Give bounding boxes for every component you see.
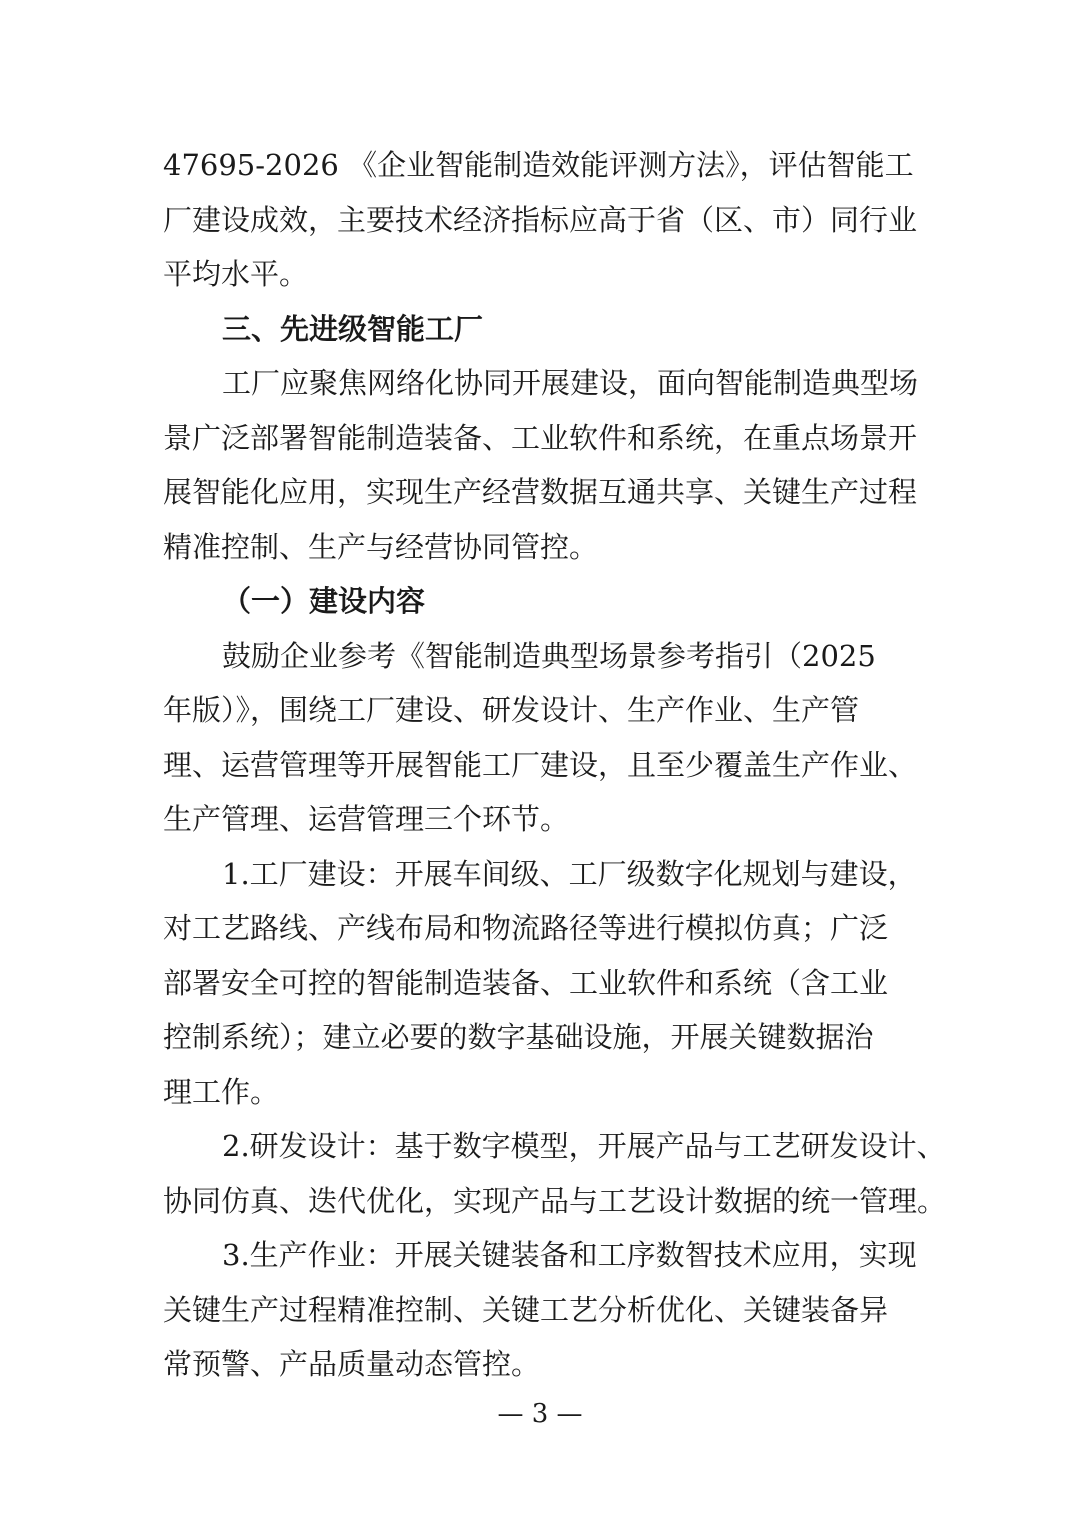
page-number: — 3 — [497, 1399, 583, 1429]
body-line: 1.工厂建设：开展车间级、工厂级数字化规划与建设， [222, 857, 917, 891]
body-line: 47695-2026 《企业智能制造效能评测方法》，评估智能工 [163, 148, 914, 182]
body-line: 景广泛部署智能制造装备、工业软件和系统，在重点场景开 [163, 421, 918, 455]
body-line: 2.研发设计：基于数字模型，开展产品与工艺研发设计、 [222, 1129, 946, 1163]
body-line: 部署安全可控的智能制造装备、工业软件和系统（含工业 [163, 966, 889, 1000]
body-line: 控制系统）；建立必要的数字基础设施，开展关键数据治 [163, 1020, 874, 1054]
body-line: 工厂应聚焦网络化协同开展建设，面向智能制造典型场 [222, 366, 919, 400]
body-line: 生产管理、运营管理三个环节。 [163, 802, 570, 836]
body-line: 常预警、产品质量动态管控。 [163, 1347, 541, 1381]
body-line: 3.生产作业：开展关键装备和工序数智技术应用，实现 [222, 1238, 917, 1272]
subsection-heading: （一）建设内容 [222, 584, 426, 618]
body-line: 展智能化应用，实现生产经营数据互通共享、关键生产过程 [163, 475, 918, 509]
body-line: 理工作。 [163, 1075, 280, 1109]
body-line: 协同仿真、迭代优化，实现产品与工艺设计数据的统一管理。 [163, 1184, 947, 1218]
body-line: 关键生产过程精准控制、关键工艺分析优化、关键装备异 [163, 1293, 889, 1327]
body-line: 厂建设成效，主要技术经济指标应高于省（区、市）同行业 [163, 203, 918, 237]
body-line: 鼓励企业参考《智能制造典型场景参考指引（2025 [222, 639, 876, 673]
section-heading: 三、先进级智能工厂 [222, 312, 484, 346]
body-line: 平均水平。 [163, 257, 309, 291]
body-line: 精准控制、生产与经营协同管控。 [163, 530, 599, 564]
body-line: 理、运营管理等开展智能工厂建设，且至少覆盖生产作业、 [163, 748, 918, 782]
body-line: 年版）》，围绕工厂建设、研发设计、生产作业、生产管 [163, 693, 860, 727]
body-line: 对工艺路线、产线布局和物流路径等进行模拟仿真；广泛 [163, 911, 889, 945]
